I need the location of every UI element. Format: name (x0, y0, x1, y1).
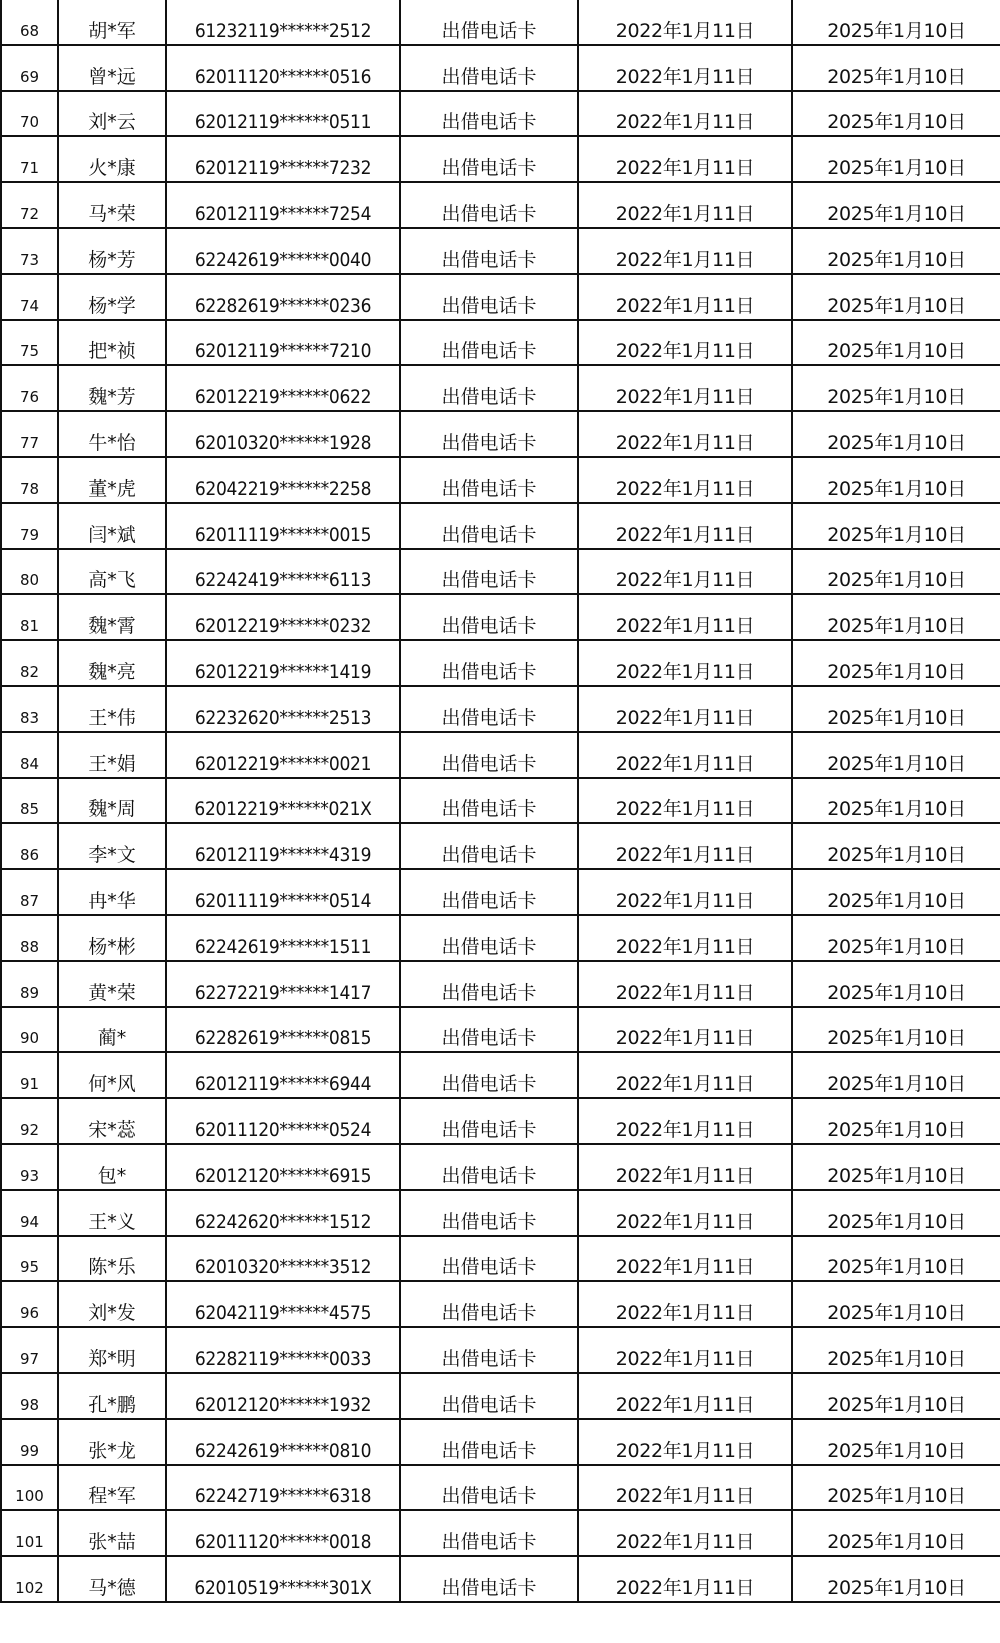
row-number-cell: 86 (1, 823, 58, 869)
row-number-cell: 87 (1, 869, 58, 915)
table-row (1, 549, 1000, 595)
end-date-cell: 2025年1月10日 (792, 778, 1000, 824)
id-number-cell: 62012120******6915 (166, 1144, 400, 1190)
end-date-cell: 2025年1月10日 (792, 45, 1000, 91)
reason-cell: 出借电话卡 (400, 1190, 578, 1236)
row-number-cell: 98 (1, 1373, 58, 1419)
start-date-cell: 2022年1月11日 (578, 136, 792, 182)
row-number-cell: 90 (1, 1007, 58, 1053)
name-cell: 刘*发 (58, 1281, 166, 1327)
row-number-cell: 83 (1, 686, 58, 732)
id-number-cell: 62012219******0232 (166, 594, 400, 640)
end-date-cell: 2025年1月10日 (792, 1510, 1000, 1556)
end-date-cell: 2025年1月10日 (792, 182, 1000, 228)
name-cell: 马*德 (58, 1556, 166, 1602)
table-body (1, 0, 1000, 1602)
reason-cell: 出借电话卡 (400, 1556, 578, 1602)
end-date-cell: 2025年1月10日 (792, 136, 1000, 182)
start-date-cell: 2022年1月11日 (578, 915, 792, 961)
start-date-cell: 2022年1月11日 (578, 91, 792, 137)
id-number-cell: 62042119******4575 (166, 1281, 400, 1327)
start-date-cell: 2022年1月11日 (578, 549, 792, 595)
name-cell: 杨*彬 (58, 915, 166, 961)
id-number-cell: 62012119******7232 (166, 136, 400, 182)
end-date-cell: 2025年1月10日 (792, 732, 1000, 778)
id-number-cell: 62042219******2258 (166, 457, 400, 503)
end-date-cell: 2025年1月10日 (792, 549, 1000, 595)
start-date-cell: 2022年1月11日 (578, 365, 792, 411)
row-number-cell: 99 (1, 1419, 58, 1465)
name-cell: 黄*荣 (58, 961, 166, 1007)
start-date-cell: 2022年1月11日 (578, 1373, 792, 1419)
id-number-cell: 62011119******0015 (166, 503, 400, 549)
row-number-cell: 101 (1, 1510, 58, 1556)
start-date-cell: 2022年1月11日 (578, 1556, 792, 1602)
reason-cell: 出借电话卡 (400, 549, 578, 595)
start-date-cell: 2022年1月11日 (578, 274, 792, 320)
row-number-cell: 84 (1, 732, 58, 778)
reason-cell: 出借电话卡 (400, 1281, 578, 1327)
start-date-cell: 2022年1月11日 (578, 503, 792, 549)
start-date-cell: 2022年1月11日 (578, 640, 792, 686)
row-number-cell: 68 (1, 0, 58, 45)
reason-cell: 出借电话卡 (400, 91, 578, 137)
row-number-cell: 92 (1, 1098, 58, 1144)
end-date-cell: 2025年1月10日 (792, 228, 1000, 274)
reason-cell: 出借电话卡 (400, 1098, 578, 1144)
reason-cell: 出借电话卡 (400, 961, 578, 1007)
end-date-cell: 2025年1月10日 (792, 961, 1000, 1007)
reason-cell: 出借电话卡 (400, 1373, 578, 1419)
name-cell: 何*风 (58, 1052, 166, 1098)
reason-cell: 出借电话卡 (400, 823, 578, 869)
id-number-cell: 62010320******3512 (166, 1236, 400, 1282)
table-row (1, 640, 1000, 686)
start-date-cell: 2022年1月11日 (578, 0, 792, 45)
row-number-cell: 76 (1, 365, 58, 411)
id-number-cell: 62242719******6318 (166, 1465, 400, 1511)
end-date-cell: 2025年1月10日 (792, 1190, 1000, 1236)
name-cell: 张*喆 (58, 1510, 166, 1556)
start-date-cell: 2022年1月11日 (578, 732, 792, 778)
table-row (1, 915, 1000, 961)
name-cell: 杨*芳 (58, 228, 166, 274)
name-cell: 包* (58, 1144, 166, 1190)
end-date-cell: 2025年1月10日 (792, 1098, 1000, 1144)
name-cell: 蔺* (58, 1007, 166, 1053)
table-row (1, 594, 1000, 640)
id-number-cell: 62012119******0511 (166, 91, 400, 137)
name-cell: 高*飞 (58, 549, 166, 595)
start-date-cell: 2022年1月11日 (578, 1327, 792, 1373)
name-cell: 王*娟 (58, 732, 166, 778)
table-row (1, 0, 1000, 45)
end-date-cell: 2025年1月10日 (792, 1052, 1000, 1098)
start-date-cell: 2022年1月11日 (578, 1052, 792, 1098)
row-number-cell: 102 (1, 1556, 58, 1602)
table-row (1, 1373, 1000, 1419)
name-cell: 刘*云 (58, 91, 166, 137)
row-number-cell: 88 (1, 915, 58, 961)
end-date-cell: 2025年1月10日 (792, 1373, 1000, 1419)
reason-cell: 出借电话卡 (400, 136, 578, 182)
end-date-cell: 2025年1月10日 (792, 320, 1000, 366)
name-cell: 孔*鹏 (58, 1373, 166, 1419)
reason-cell: 出借电话卡 (400, 503, 578, 549)
end-date-cell: 2025年1月10日 (792, 1465, 1000, 1511)
end-date-cell: 2025年1月10日 (792, 1327, 1000, 1373)
table-row (1, 1281, 1000, 1327)
id-number-cell: 62012219******0021 (166, 732, 400, 778)
end-date-cell: 2025年1月10日 (792, 503, 1000, 549)
end-date-cell: 2025年1月10日 (792, 1281, 1000, 1327)
table-row (1, 1556, 1000, 1602)
end-date-cell: 2025年1月10日 (792, 1419, 1000, 1465)
start-date-cell: 2022年1月11日 (578, 182, 792, 228)
id-number-cell: 62011120******0516 (166, 45, 400, 91)
name-cell: 魏*霄 (58, 594, 166, 640)
row-number-cell: 91 (1, 1052, 58, 1098)
row-number-cell: 85 (1, 778, 58, 824)
id-number-cell: 62232620******2513 (166, 686, 400, 732)
reason-cell: 出借电话卡 (400, 915, 578, 961)
row-number-cell: 97 (1, 1327, 58, 1373)
reason-cell: 出借电话卡 (400, 778, 578, 824)
end-date-cell: 2025年1月10日 (792, 1236, 1000, 1282)
name-cell: 李*文 (58, 823, 166, 869)
row-number-cell: 100 (1, 1465, 58, 1511)
reason-cell: 出借电话卡 (400, 1465, 578, 1511)
table-row (1, 274, 1000, 320)
start-date-cell: 2022年1月11日 (578, 1144, 792, 1190)
reason-cell: 出借电话卡 (400, 1144, 578, 1190)
start-date-cell: 2022年1月11日 (578, 1465, 792, 1511)
end-date-cell: 2025年1月10日 (792, 594, 1000, 640)
table-row (1, 457, 1000, 503)
end-date-cell: 2025年1月10日 (792, 91, 1000, 137)
id-number-cell: 62282619******0236 (166, 274, 400, 320)
start-date-cell: 2022年1月11日 (578, 411, 792, 457)
reason-cell: 出借电话卡 (400, 228, 578, 274)
name-cell: 曾*远 (58, 45, 166, 91)
row-number-cell: 77 (1, 411, 58, 457)
name-cell: 把*祯 (58, 320, 166, 366)
table-row (1, 136, 1000, 182)
table-row (1, 1419, 1000, 1465)
row-number-cell: 96 (1, 1281, 58, 1327)
start-date-cell: 2022年1月11日 (578, 594, 792, 640)
id-number-cell: 62011120******0524 (166, 1098, 400, 1144)
name-cell: 牛*怡 (58, 411, 166, 457)
id-number-cell: 62012219******1419 (166, 640, 400, 686)
reason-cell: 出借电话卡 (400, 457, 578, 503)
table-row (1, 182, 1000, 228)
id-number-cell: 62010519******301X (166, 1556, 400, 1602)
start-date-cell: 2022年1月11日 (578, 1098, 792, 1144)
end-date-cell: 2025年1月10日 (792, 365, 1000, 411)
row-number-cell: 95 (1, 1236, 58, 1282)
reason-cell: 出借电话卡 (400, 1327, 578, 1373)
reason-cell: 出借电话卡 (400, 365, 578, 411)
row-number-cell: 80 (1, 549, 58, 595)
name-cell: 董*虎 (58, 457, 166, 503)
name-cell: 冉*华 (58, 869, 166, 915)
name-cell: 程*军 (58, 1465, 166, 1511)
row-number-cell: 78 (1, 457, 58, 503)
reason-cell: 出借电话卡 (400, 45, 578, 91)
end-date-cell: 2025年1月10日 (792, 411, 1000, 457)
name-cell: 宋*蕊 (58, 1098, 166, 1144)
table-row (1, 1510, 1000, 1556)
name-cell: 火*康 (58, 136, 166, 182)
name-cell: 陈*乐 (58, 1236, 166, 1282)
table-row (1, 961, 1000, 1007)
table-row (1, 1007, 1000, 1053)
start-date-cell: 2022年1月11日 (578, 45, 792, 91)
name-cell: 魏*周 (58, 778, 166, 824)
id-number-cell: 61232119******2512 (166, 0, 400, 45)
table-row (1, 503, 1000, 549)
row-number-cell: 93 (1, 1144, 58, 1190)
end-date-cell: 2025年1月10日 (792, 640, 1000, 686)
row-number-cell: 94 (1, 1190, 58, 1236)
table-row (1, 778, 1000, 824)
name-cell: 魏*亮 (58, 640, 166, 686)
id-number-cell: 62242619******0810 (166, 1419, 400, 1465)
name-cell: 马*荣 (58, 182, 166, 228)
end-date-cell: 2025年1月10日 (792, 686, 1000, 732)
reason-cell: 出借电话卡 (400, 686, 578, 732)
id-number-cell: 62012119******6944 (166, 1052, 400, 1098)
id-number-cell: 62282619******0815 (166, 1007, 400, 1053)
table-row (1, 365, 1000, 411)
row-number-cell: 71 (1, 136, 58, 182)
row-number-cell: 74 (1, 274, 58, 320)
row-number-cell: 79 (1, 503, 58, 549)
id-number-cell: 62272219******1417 (166, 961, 400, 1007)
id-number-cell: 62011120******0018 (166, 1510, 400, 1556)
reason-cell: 出借电话卡 (400, 1419, 578, 1465)
start-date-cell: 2022年1月11日 (578, 1281, 792, 1327)
id-number-cell: 62010320******1928 (166, 411, 400, 457)
reason-cell: 出借电话卡 (400, 732, 578, 778)
name-cell: 王*伟 (58, 686, 166, 732)
name-cell: 张*龙 (58, 1419, 166, 1465)
id-number-cell: 62242619******1511 (166, 915, 400, 961)
row-number-cell: 82 (1, 640, 58, 686)
row-number-cell: 89 (1, 961, 58, 1007)
table-row (1, 1236, 1000, 1282)
table-row (1, 228, 1000, 274)
table-row (1, 1327, 1000, 1373)
name-cell: 胡*军 (58, 0, 166, 45)
end-date-cell: 2025年1月10日 (792, 1007, 1000, 1053)
end-date-cell: 2025年1月10日 (792, 915, 1000, 961)
table-row (1, 1190, 1000, 1236)
start-date-cell: 2022年1月11日 (578, 457, 792, 503)
id-number-cell: 62012119******7254 (166, 182, 400, 228)
start-date-cell: 2022年1月11日 (578, 1190, 792, 1236)
table-row (1, 1465, 1000, 1511)
row-number-cell: 69 (1, 45, 58, 91)
reason-cell: 出借电话卡 (400, 274, 578, 320)
reason-cell: 出借电话卡 (400, 640, 578, 686)
reason-cell: 出借电话卡 (400, 320, 578, 366)
start-date-cell: 2022年1月11日 (578, 1419, 792, 1465)
name-cell: 王*义 (58, 1190, 166, 1236)
row-number-cell: 75 (1, 320, 58, 366)
end-date-cell: 2025年1月10日 (792, 274, 1000, 320)
reason-cell: 出借电话卡 (400, 182, 578, 228)
name-cell: 杨*学 (58, 274, 166, 320)
end-date-cell: 2025年1月10日 (792, 0, 1000, 45)
name-cell: 闫*斌 (58, 503, 166, 549)
id-number-cell: 62012219******0622 (166, 365, 400, 411)
table-row (1, 91, 1000, 137)
name-cell: 郑*明 (58, 1327, 166, 1373)
table-row (1, 1098, 1000, 1144)
reason-cell: 出借电话卡 (400, 1510, 578, 1556)
row-number-cell: 70 (1, 91, 58, 137)
id-number-cell: 62012119******7210 (166, 320, 400, 366)
reason-cell: 出借电话卡 (400, 594, 578, 640)
reason-cell: 出借电话卡 (400, 411, 578, 457)
table-row (1, 686, 1000, 732)
id-number-cell: 62242619******0040 (166, 228, 400, 274)
start-date-cell: 2022年1月11日 (578, 961, 792, 1007)
id-number-cell: 62242419******6113 (166, 549, 400, 595)
table-row (1, 869, 1000, 915)
start-date-cell: 2022年1月11日 (578, 228, 792, 274)
reason-cell: 出借电话卡 (400, 1007, 578, 1053)
end-date-cell: 2025年1月10日 (792, 1556, 1000, 1602)
start-date-cell: 2022年1月11日 (578, 686, 792, 732)
id-number-cell: 62012120******1932 (166, 1373, 400, 1419)
start-date-cell: 2022年1月11日 (578, 320, 792, 366)
table-row (1, 1052, 1000, 1098)
id-number-cell: 62282119******0033 (166, 1327, 400, 1373)
start-date-cell: 2022年1月11日 (578, 869, 792, 915)
end-date-cell: 2025年1月10日 (792, 823, 1000, 869)
end-date-cell: 2025年1月10日 (792, 1144, 1000, 1190)
table-row (1, 732, 1000, 778)
row-number-cell: 73 (1, 228, 58, 274)
reason-cell: 出借电话卡 (400, 1236, 578, 1282)
table-row (1, 320, 1000, 366)
row-number-cell: 81 (1, 594, 58, 640)
table-row (1, 823, 1000, 869)
start-date-cell: 2022年1月11日 (578, 1510, 792, 1556)
id-number-cell: 62011119******0514 (166, 869, 400, 915)
id-number-cell: 62242620******1512 (166, 1190, 400, 1236)
end-date-cell: 2025年1月10日 (792, 457, 1000, 503)
row-number-cell: 72 (1, 182, 58, 228)
table-row (1, 1144, 1000, 1190)
reason-cell: 出借电话卡 (400, 869, 578, 915)
start-date-cell: 2022年1月11日 (578, 1007, 792, 1053)
end-date-cell: 2025年1月10日 (792, 869, 1000, 915)
start-date-cell: 2022年1月11日 (578, 1236, 792, 1282)
start-date-cell: 2022年1月11日 (578, 823, 792, 869)
id-number-cell: 62012219******021X (166, 778, 400, 824)
id-number-cell: 62012119******4319 (166, 823, 400, 869)
table-row (1, 411, 1000, 457)
table-row (1, 45, 1000, 91)
start-date-cell: 2022年1月11日 (578, 778, 792, 824)
reason-cell: 出借电话卡 (400, 1052, 578, 1098)
name-cell: 魏*芳 (58, 365, 166, 411)
reason-cell: 出借电话卡 (400, 0, 578, 45)
